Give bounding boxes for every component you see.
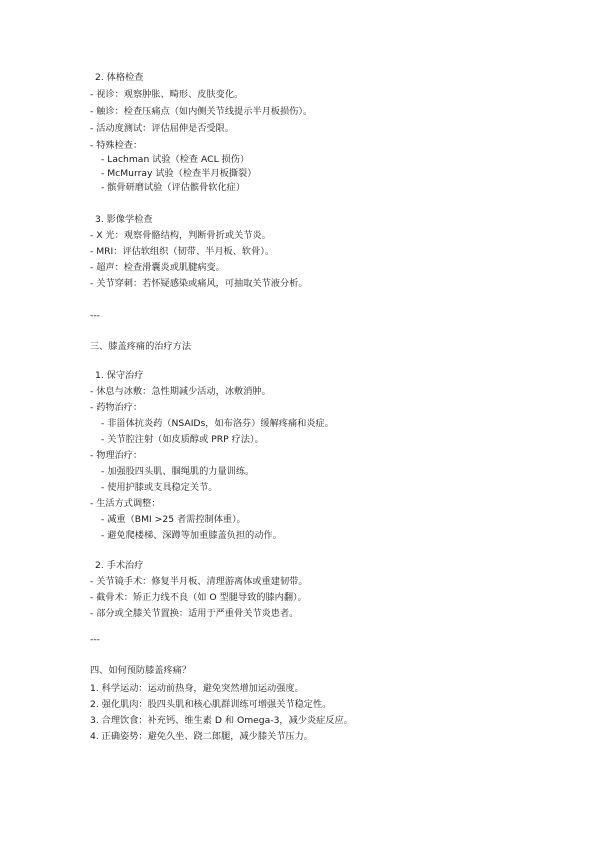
sub-list-item: - 关节腔注射（如皮质醇或 PRP 疗法）。 — [101, 434, 264, 445]
list-item: - 关节镜手术：修复半月板、清理游离体或重建韧带。 — [90, 576, 308, 587]
list-item: - 物理治疗： — [90, 450, 143, 461]
section-heading-imaging: 3. 影像学检查 — [95, 214, 153, 225]
list-item: - 部分或全膝关节置换：适用于严重骨关节炎患者。 — [90, 608, 299, 619]
list-item: - 超声：检查滑囊炎或肌腱病变。 — [90, 262, 225, 273]
sub-list-item: - 加强股四头肌、腘绳肌的力量训练。 — [101, 466, 255, 477]
list-item: - 触诊：检查压痛点（如内侧关节线提示半月板损伤）。 — [90, 106, 313, 117]
list-item: - 视诊：观察肿胀、畸形、皮肤变化。 — [90, 89, 244, 100]
separator: --- — [90, 310, 100, 321]
list-item: - 生活方式调整： — [90, 498, 161, 509]
list-item: - 关节穿刺：若怀疑感染或痛风，可抽取关节液分析。 — [90, 278, 308, 289]
separator: --- — [90, 634, 100, 645]
list-item: - 截骨术：矫正力线不良（如 O 型腿导致的膝内翻）。 — [90, 592, 307, 603]
list-item: - 休息与冰敷：急性期减少活动，冰敷消肿。 — [90, 386, 271, 397]
list-item: 4. 正确姿势：避免久坐、跷二郎腿，减少膝关节压力。 — [90, 731, 313, 742]
sub-list-item: - 避免爬楼梯、深蹲等加重膝盖负担的动作。 — [101, 530, 282, 541]
list-item: - X 光：观察骨骼结构，判断骨折或关节炎。 — [90, 230, 271, 241]
sub-list-item: - McMurray 试验（检查半月板撕裂） — [101, 168, 257, 179]
section-title-treatment: 三、膝盖疼痛的治疗方法 — [90, 341, 192, 352]
list-item: - MRI：评估软组织（韧带、半月板、软骨）。 — [90, 246, 275, 257]
list-item: - 药物治疗： — [90, 402, 143, 413]
section-title-prevention: 四、如何预防膝盖疼痛？ — [90, 665, 192, 676]
list-item: - 活动度测试：评估屈伸是否受限。 — [90, 123, 235, 134]
sub-list-item: - Lachman 试验（检查 ACL 损伤） — [101, 154, 250, 165]
sub-list-item: - 非甾体抗炎药（NSAIDs，如布洛芬）缓解疼痛和炎症。 — [101, 418, 334, 429]
section-heading-surgery: 2. 手术治疗 — [95, 560, 144, 571]
list-item: 1. 科学运动：运动前热身，避免突然增加运动强度。 — [90, 683, 304, 694]
sub-list-item: - 髌骨研磨试验（评估髌骨软化症） — [101, 182, 246, 193]
section-heading-conservative: 1. 保守治疗 — [95, 370, 144, 381]
section-heading-physical-exam: 2. 体格检查 — [95, 72, 144, 83]
sub-list-item: - 使用护膝或支具稳定关节。 — [101, 482, 218, 493]
list-item: - 特殊检查： — [90, 140, 143, 151]
list-item: 2. 强化肌肉：股四头肌和核心肌群训练可增强关节稳定性。 — [90, 699, 332, 710]
sub-list-item: - 减重（BMI >25 者需控制体重）。 — [101, 514, 246, 525]
list-item: 3. 合理饮食：补充钙、维生素 D 和 Omega-3，减少炎症反应。 — [90, 715, 353, 726]
